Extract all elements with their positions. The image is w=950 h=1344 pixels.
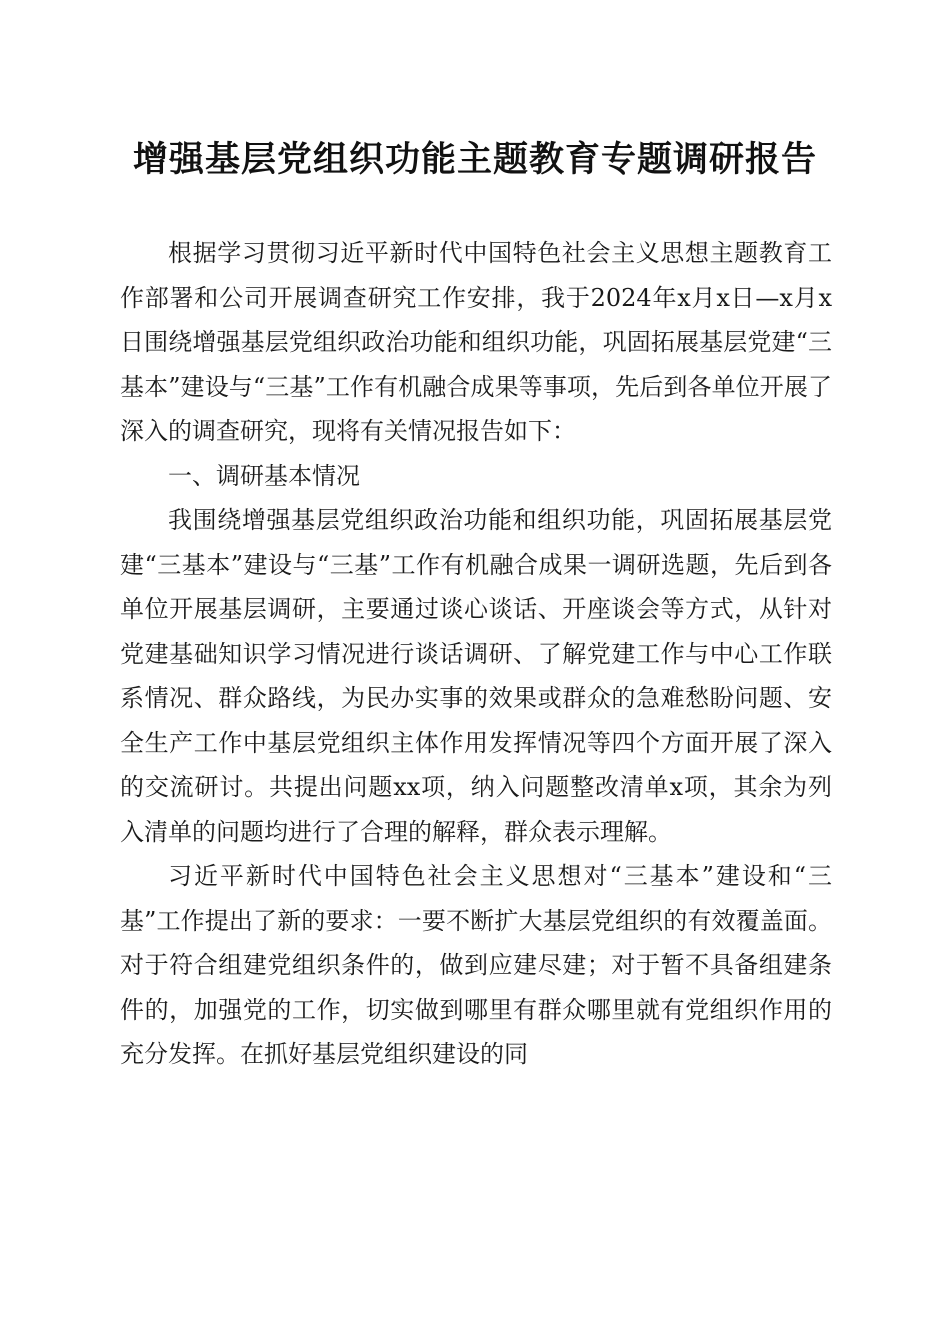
intro-paragraph: 根据学习贯彻习近平新时代中国特色社会主义思想主题教育工作部署和公司开展调查研究工作安排，我于2024年x月x日—x月x日围绕增强基层党组织政治功能和组织功能，巩固拓展基层党建“三基本”建设与“三基”工作有机融合成果等事项，先后到各单位开展了深入的调查研究，现将有关情况报告如下： <box>120 239 832 445</box>
document-body <box>120 231 832 1077</box>
section-heading: 一、调研基本情况 <box>168 461 360 490</box>
body-paragraph: 习近平新时代中国特色社会主义思想对“三基本”建设和“三基”工作提出了新的要求：一要不断扩大基层党组织的有效覆盖面。对于符合组建党组织条件的，做到应建尽建；对于暂不具备组建条件的，加强党的工作，切实做到哪里有群众哪里就有党组织作用的充分发挥。在抓好基层党组织建设的同 <box>120 862 832 1068</box>
document-title: 增强基层党组织功能主题教育专题调研报告 <box>132 139 817 180</box>
body-paragraph: 我围绕增强基层党组织政治功能和组织功能，巩固拓展基层党建“三基本”建设与“三基”工作有机融合成果一调研选题，先后到各单位开展基层调研，主要通过谈心谈话、开座谈会等方式，从针对党建基础知识学习情况进行谈话调研、了解党建工作与中心工作联系情况、群众路线，为民办实事的效果或群众的急难愁盼问题、安全生产工作中基层党组织主体作用发挥情况等四个方面开展了深入的交流研讨。共提出问题xx项，纳入问题整改清单x项，其余为列入清单的问题均进行了合理的解释，群众表示理解。 <box>120 506 832 846</box>
